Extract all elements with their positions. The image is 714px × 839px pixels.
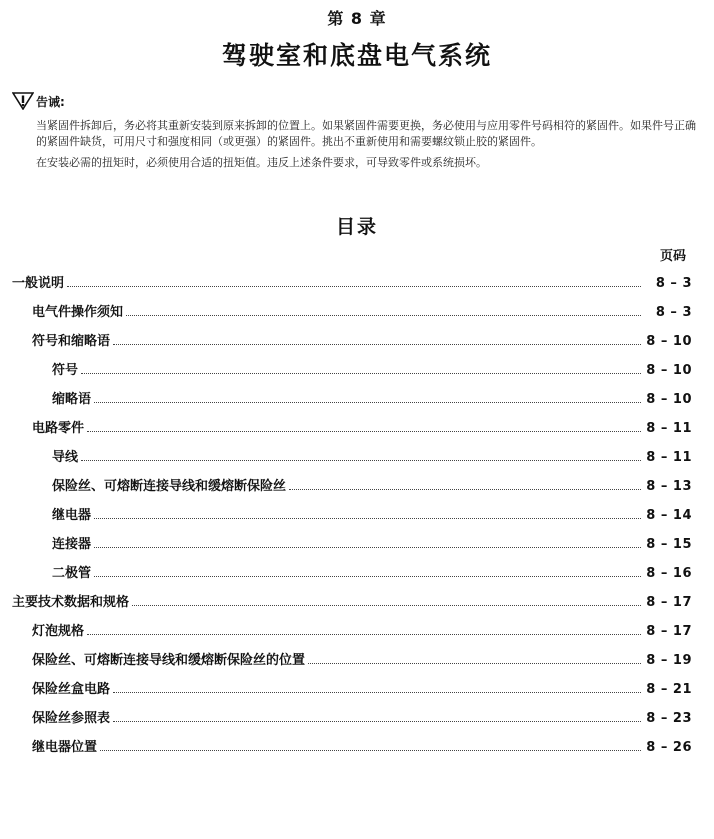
toc-entry-label: 导线 (52, 450, 79, 465)
toc-entry[interactable] (52, 503, 692, 523)
toc-leader (94, 518, 641, 519)
toc-leader (87, 431, 641, 432)
toc-entry-page: 8 – 10 (646, 334, 692, 349)
toc-entry-label: 电气件操作须知 (32, 305, 124, 320)
toc-entry-page: 8 – 11 (646, 450, 692, 465)
toc-leader (308, 663, 641, 664)
warning-paragraph: 当紧固件拆卸后，务必将其重新安装到原来拆卸的位置上。如果紧固件需要更换，务必使用与应用零件号码相符的紧固件。如果件号正确的紧固件缺货，可用尺寸和强度相同（或更强）的紧固件。挑出不重新使用和需要螺纹锁止胶的紧固件。 (36, 119, 696, 148)
toc-leader (81, 460, 641, 461)
toc-leader (94, 547, 641, 548)
toc-entry-label: 灯泡规格 (32, 624, 85, 639)
toc-entry[interactable] (32, 735, 692, 755)
toc-entry[interactable] (32, 300, 692, 320)
toc-entry-label: 继电器位置 (32, 740, 98, 755)
toc-entry-page: 8 – 3 (655, 276, 692, 291)
toc-entry-label: 继电器 (52, 508, 92, 523)
page-column-header: 页码 (659, 249, 686, 264)
toc-entry[interactable] (32, 706, 692, 726)
toc-leader (100, 750, 641, 751)
toc-leader (132, 605, 641, 606)
toc-entry-page: 8 – 14 (646, 508, 692, 523)
chapter-number: 第 8 章 (327, 9, 387, 28)
toc-entry-label: 主要技术数据和规格 (12, 595, 130, 610)
toc-entry-page: 8 – 17 (646, 624, 692, 639)
toc-leader (113, 692, 641, 693)
warning-paragraph: 在安装必需的扭矩时，必须使用合适的扭矩值。违反上述条件要求，可导致零件或系统损坏。 (36, 156, 487, 169)
toc-leader (87, 634, 641, 635)
toc-entry[interactable] (12, 590, 692, 610)
toc-leader (94, 402, 641, 403)
toc-entry-label: 保险丝盒电路 (32, 682, 111, 697)
toc-entry-label: 二极管 (52, 566, 92, 581)
toc-entry-label: 保险丝参照表 (32, 711, 111, 726)
toc-leader (67, 286, 641, 287)
toc-entry-label: 保险丝、可熔断连接导线和缓熔断保险丝的位置 (32, 653, 306, 668)
toc-leader (113, 721, 641, 722)
toc-entry-page: 8 – 16 (646, 566, 692, 581)
toc-entry-label: 电路零件 (32, 421, 85, 436)
toc-entry-page: 8 – 26 (646, 740, 692, 755)
toc-entry-page: 8 – 11 (646, 421, 692, 436)
toc-entry-page: 8 – 13 (646, 479, 692, 494)
toc-entry-label: 一般说明 (12, 276, 65, 291)
toc-entry-page: 8 – 3 (655, 305, 692, 320)
toc-entry-page: 8 – 17 (646, 595, 692, 610)
toc-entry[interactable] (52, 358, 692, 378)
toc-entry-label: 符号和缩略语 (32, 334, 111, 349)
toc-entry-page: 8 – 10 (646, 363, 692, 378)
toc-entry[interactable] (52, 387, 692, 407)
toc-title: 目录 (335, 216, 378, 238)
toc-leader (289, 489, 641, 490)
toc-entry-page: 8 – 21 (646, 682, 692, 697)
toc-entry-label: 连接器 (52, 537, 92, 552)
toc-entry[interactable] (32, 648, 692, 668)
toc-entry[interactable] (52, 445, 692, 465)
toc-leader (126, 315, 641, 316)
toc-entry[interactable] (32, 677, 692, 697)
toc-entry-page: 8 – 10 (646, 392, 692, 407)
toc-entry[interactable] (52, 474, 692, 494)
toc-entry[interactable] (52, 561, 692, 581)
toc-entry-label: 符号 (52, 363, 79, 378)
toc-entry[interactable] (52, 532, 692, 552)
warning-label: 告诫: (36, 94, 65, 109)
toc-entry-label: 保险丝、可熔断连接导线和缓熔断保险丝 (52, 479, 287, 494)
warning-text (36, 118, 696, 176)
toc-leader (94, 576, 641, 577)
toc-entry[interactable] (32, 619, 692, 639)
toc-entry-page: 8 – 19 (646, 653, 692, 668)
toc-entry-page: 8 – 15 (646, 537, 692, 552)
toc-entry[interactable] (32, 329, 692, 349)
toc-entry-page: 8 – 23 (646, 711, 692, 726)
warning-triangle-icon (12, 92, 34, 110)
toc-leader (113, 344, 641, 345)
toc-entry-label: 缩略语 (52, 392, 92, 407)
chapter-title: 驾驶室和底盘电气系统 (221, 41, 492, 70)
toc-leader (81, 373, 641, 374)
warning-heading (12, 92, 65, 110)
toc-entry[interactable] (32, 416, 692, 436)
toc-entry[interactable] (12, 271, 692, 291)
